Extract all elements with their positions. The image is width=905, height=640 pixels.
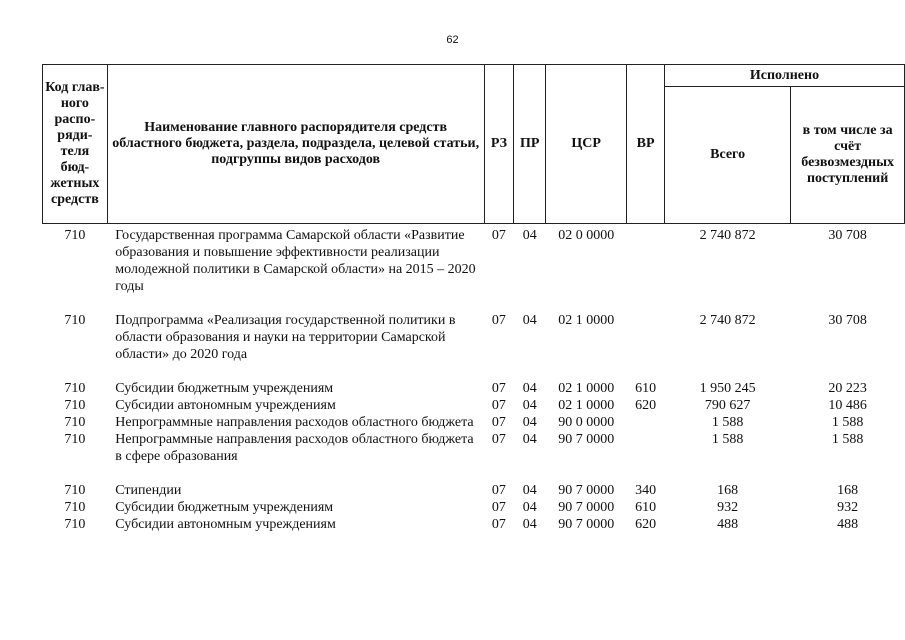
row-csr: 90 7 0000 bbox=[558, 432, 615, 447]
row-vr: 340 bbox=[635, 483, 657, 498]
row-total: 2 740 872 bbox=[699, 228, 756, 243]
header-total: Всего bbox=[664, 87, 790, 224]
table-body bbox=[43, 224, 905, 534]
row-free-receipts: 932 bbox=[837, 500, 859, 515]
row-total: 790 627 bbox=[704, 398, 751, 413]
row-rz: 07 bbox=[491, 517, 506, 532]
row-code: 710 bbox=[64, 398, 86, 413]
row-csr: 90 7 0000 bbox=[558, 517, 615, 532]
row-free-receipts: 1 588 bbox=[831, 415, 864, 430]
row-free-receipts: 30 708 bbox=[828, 228, 867, 243]
row-vr bbox=[627, 224, 665, 313]
row-code: 710 bbox=[64, 313, 86, 328]
table-header bbox=[43, 65, 905, 224]
table-row bbox=[43, 482, 905, 499]
header-pr: ПР bbox=[514, 65, 546, 224]
row-pr: 04 bbox=[522, 398, 537, 413]
row-pr: 04 bbox=[522, 381, 537, 396]
row-vr bbox=[627, 414, 665, 431]
row-free-receipts: 1 588 bbox=[831, 432, 864, 447]
row-csr: 02 1 0000 bbox=[558, 398, 615, 413]
row-vr: 610 bbox=[635, 381, 657, 396]
table-row bbox=[43, 224, 905, 313]
row-pr: 04 bbox=[522, 415, 537, 430]
header-rz: РЗ bbox=[484, 65, 514, 224]
row-pr: 04 bbox=[522, 517, 537, 532]
row-csr: 02 1 0000 bbox=[558, 313, 615, 328]
table-row bbox=[43, 380, 905, 397]
row-name: Субсидии бюджетным учреждениям bbox=[115, 500, 334, 515]
row-total: 1 950 245 bbox=[699, 381, 756, 396]
row-name: Субсидии автономным учреждениям bbox=[115, 517, 336, 532]
row-total: 1 588 bbox=[711, 415, 744, 430]
row-code: 710 bbox=[64, 381, 86, 396]
row-name: Непрограммные направления расходов областного бюджета в сфере образования bbox=[115, 432, 474, 464]
row-rz: 07 bbox=[491, 228, 506, 243]
row-pr: 04 bbox=[522, 483, 537, 498]
row-free-receipts: 30 708 bbox=[828, 313, 867, 328]
row-code: 710 bbox=[64, 415, 86, 430]
row-name: Непрограммные направления расходов областного бюджета bbox=[115, 415, 474, 430]
row-name: Субсидии бюджетным учреждениям bbox=[115, 381, 334, 396]
budget-execution-table bbox=[42, 64, 905, 533]
row-code: 710 bbox=[64, 500, 86, 515]
page-number: 62 bbox=[446, 34, 459, 46]
table-row bbox=[43, 431, 905, 482]
header-executed: Исполнено bbox=[664, 65, 904, 87]
row-vr: 620 bbox=[635, 398, 657, 413]
row-name: Субсидии автономным учреждениям bbox=[115, 398, 336, 413]
row-rz: 07 bbox=[491, 483, 506, 498]
row-vr bbox=[627, 312, 665, 380]
row-pr: 04 bbox=[522, 313, 537, 328]
row-rz: 07 bbox=[491, 500, 506, 515]
row-vr bbox=[627, 431, 665, 482]
row-free-receipts: 488 bbox=[837, 517, 859, 532]
row-csr: 02 0 0000 bbox=[558, 228, 615, 243]
row-rz: 07 bbox=[491, 432, 506, 447]
header-name: Наименование главного распорядителя средств областного бюджета, раздела, подраздела, целевой статьи, подгруппы видов расходов bbox=[107, 65, 484, 224]
row-total: 168 bbox=[717, 483, 739, 498]
row-csr: 90 7 0000 bbox=[558, 500, 615, 515]
row-rz: 07 bbox=[491, 398, 506, 413]
row-total: 1 588 bbox=[711, 432, 744, 447]
table-row bbox=[43, 312, 905, 380]
table-row bbox=[43, 499, 905, 516]
row-name: Государственная программа Самарской области «Развитие образования и повышение эффективности реализации молодежной политики в Самарской области» на 2015 – 2020 годы bbox=[115, 228, 476, 294]
row-csr: 02 1 0000 bbox=[558, 381, 615, 396]
header-vr: ВР bbox=[627, 65, 665, 224]
row-pr: 04 bbox=[522, 228, 537, 243]
row-free-receipts: 20 223 bbox=[828, 381, 867, 396]
table-row bbox=[43, 414, 905, 431]
header-incl-free: в том числе за счёт безвозмездных поступлений bbox=[791, 87, 905, 224]
row-csr: 90 7 0000 bbox=[558, 483, 615, 498]
header-csr: ЦСР bbox=[546, 65, 627, 224]
row-vr: 620 bbox=[635, 517, 657, 532]
row-total: 2 740 872 bbox=[699, 313, 756, 328]
table-row bbox=[43, 516, 905, 533]
row-vr: 610 bbox=[635, 500, 657, 515]
row-code: 710 bbox=[64, 228, 86, 243]
table-row bbox=[43, 397, 905, 414]
row-free-receipts: 10 486 bbox=[828, 398, 867, 413]
row-free-receipts: 168 bbox=[837, 483, 859, 498]
row-code: 710 bbox=[64, 432, 86, 447]
row-rz: 07 bbox=[491, 415, 506, 430]
row-name: Стипендии bbox=[115, 483, 182, 498]
header-code: Код глав-ного распо-ряди-теля бюд-жетных средств bbox=[43, 65, 108, 224]
row-csr: 90 0 0000 bbox=[558, 415, 615, 430]
row-code: 710 bbox=[64, 483, 86, 498]
row-pr: 04 bbox=[522, 500, 537, 515]
row-total: 932 bbox=[717, 500, 739, 515]
row-code: 710 bbox=[64, 517, 86, 532]
row-pr: 04 bbox=[522, 432, 537, 447]
row-name: Подпрограмма «Реализация государственной политики в области образования и науки на территории Самарской области» до 2020 года bbox=[115, 313, 456, 362]
row-rz: 07 bbox=[491, 313, 506, 328]
row-total: 488 bbox=[717, 517, 739, 532]
row-rz: 07 bbox=[491, 381, 506, 396]
